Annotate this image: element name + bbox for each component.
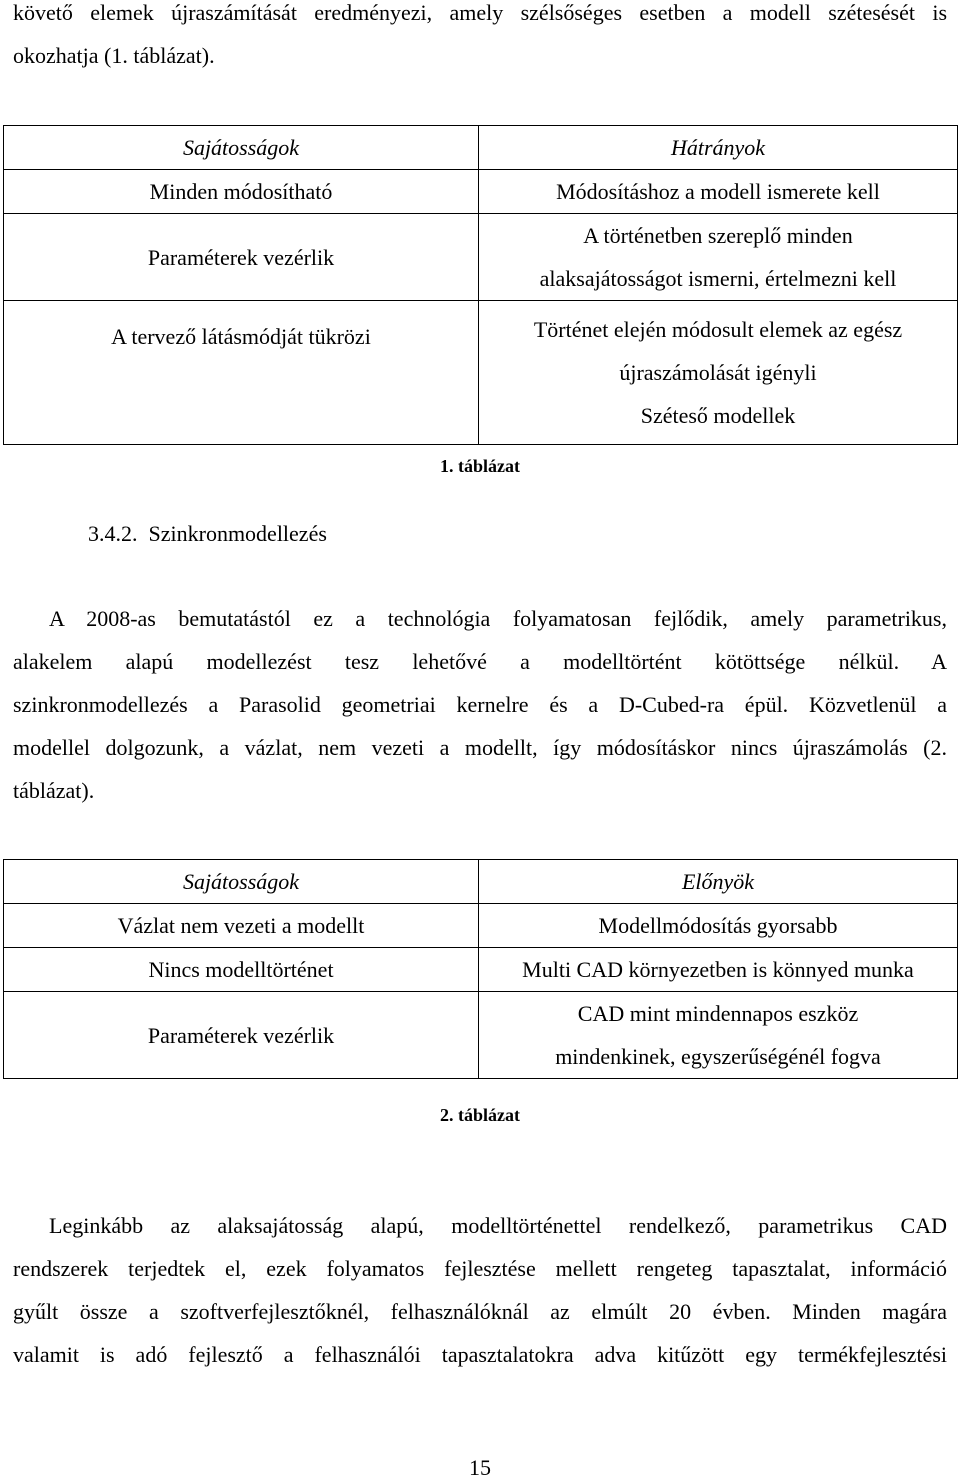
table-2-caption: 2. táblázat: [440, 1105, 520, 1125]
section-number: 3.4.2.: [88, 521, 138, 546]
table-1-caption: 1. táblázat: [440, 456, 520, 476]
para1-line-3: szinkronmodellezés a Parasolid geometriai kernelre és a D-Cubed-ra épül. Közvetlenül a: [13, 692, 947, 717]
table-row: [4, 214, 958, 301]
table1-header-right: Hátrányok: [479, 126, 958, 170]
table-cell: [479, 214, 958, 301]
table-cell: A tervező látásmódját tükrözi: [4, 301, 479, 445]
para2-line-3: gyűlt össze a szoftverfejlesztőknél, felhasználóknál az elmúlt 20 évben. Minden magára: [13, 1299, 947, 1324]
cell-line: Módosításhoz a modell ismerete kell: [556, 179, 880, 204]
table-cell: Paraméterek vezérlik: [4, 992, 479, 1079]
cell-line: Modellmódosítás gyorsabb: [598, 913, 838, 938]
para1-line-2: alakelem alapú modellezést tesz lehetővé a modelltörtént kötöttsége nélkül. A: [13, 649, 947, 674]
table-cell: Vázlat nem vezeti a modellt: [4, 904, 479, 948]
cell-line: Széteső modellek: [640, 403, 796, 428]
cell-line: Történet elején módosult elemek az egész: [533, 317, 903, 342]
para1-line-1: A 2008-as bemutatástól ez a technológia folyamatosan fejlődik, amely parametrikus,: [49, 606, 947, 631]
table-cell: Nincs modelltörténet: [4, 948, 479, 992]
table-2: [3, 859, 958, 1079]
section-heading: [88, 523, 327, 545]
table-cell: [479, 904, 958, 948]
cell-line: Multi CAD környezetben is könnyed munka: [522, 957, 914, 982]
para2-line-2: rendszerek terjedtek el, ezek folyamatos fejlesztése mellett rengeteg tapasztalat, információ: [13, 1256, 947, 1281]
table-row: [4, 170, 958, 214]
cell-line: újraszámolását igényli: [619, 360, 817, 385]
para1-line-4: modellel dolgozunk, a vázlat, nem vezeti a modellt, így módosításkor nincs újraszámolás (2.: [13, 735, 947, 760]
table-cell: [479, 948, 958, 992]
cell-line: CAD mint mindennapos eszköz: [577, 1001, 859, 1026]
table-row: [4, 904, 958, 948]
para2-line-1: Leginkább az alaksajátosság alapú, modelltörténettel rendelkező, parametrikus CAD: [49, 1213, 947, 1238]
table-row: [4, 301, 958, 445]
table-cell: [479, 992, 958, 1079]
table-cell: Minden módosítható: [4, 170, 479, 214]
table1-header-left: Sajátosságok: [4, 126, 479, 170]
intro-line-1: követő elemek újraszámítását eredményezi, amely szélsőséges esetben a modell szétesését is: [13, 0, 947, 25]
intro-line-2: okozhatja (1. táblázat).: [13, 43, 215, 68]
cell-line: mindenkinek, egyszerűségénél fogva: [555, 1044, 881, 1069]
page-number: 15: [469, 1455, 491, 1480]
table-row: [4, 126, 958, 170]
cell-line: alaksajátosságot ismerni, értelmezni kell: [539, 266, 897, 291]
cell-line: A történetben szereplő minden: [583, 223, 853, 248]
section-title: Szinkronmodellezés: [148, 521, 327, 546]
table-1: [3, 125, 958, 445]
para2-line-4: valamit is adó fejlesztő a felhasználói tapasztalatokra adva kitűzött egy termékfejlesztési: [13, 1342, 947, 1367]
table2-header-right: Előnyök: [479, 860, 958, 904]
table-cell: [479, 170, 958, 214]
para1-line-5: táblázat).: [13, 778, 95, 803]
table-row: [4, 860, 958, 904]
table-row: [4, 948, 958, 992]
table2-header-left: Sajátosságok: [4, 860, 479, 904]
table-cell: [479, 301, 958, 445]
table-row: [4, 992, 958, 1079]
table-cell: Paraméterek vezérlik: [4, 214, 479, 301]
